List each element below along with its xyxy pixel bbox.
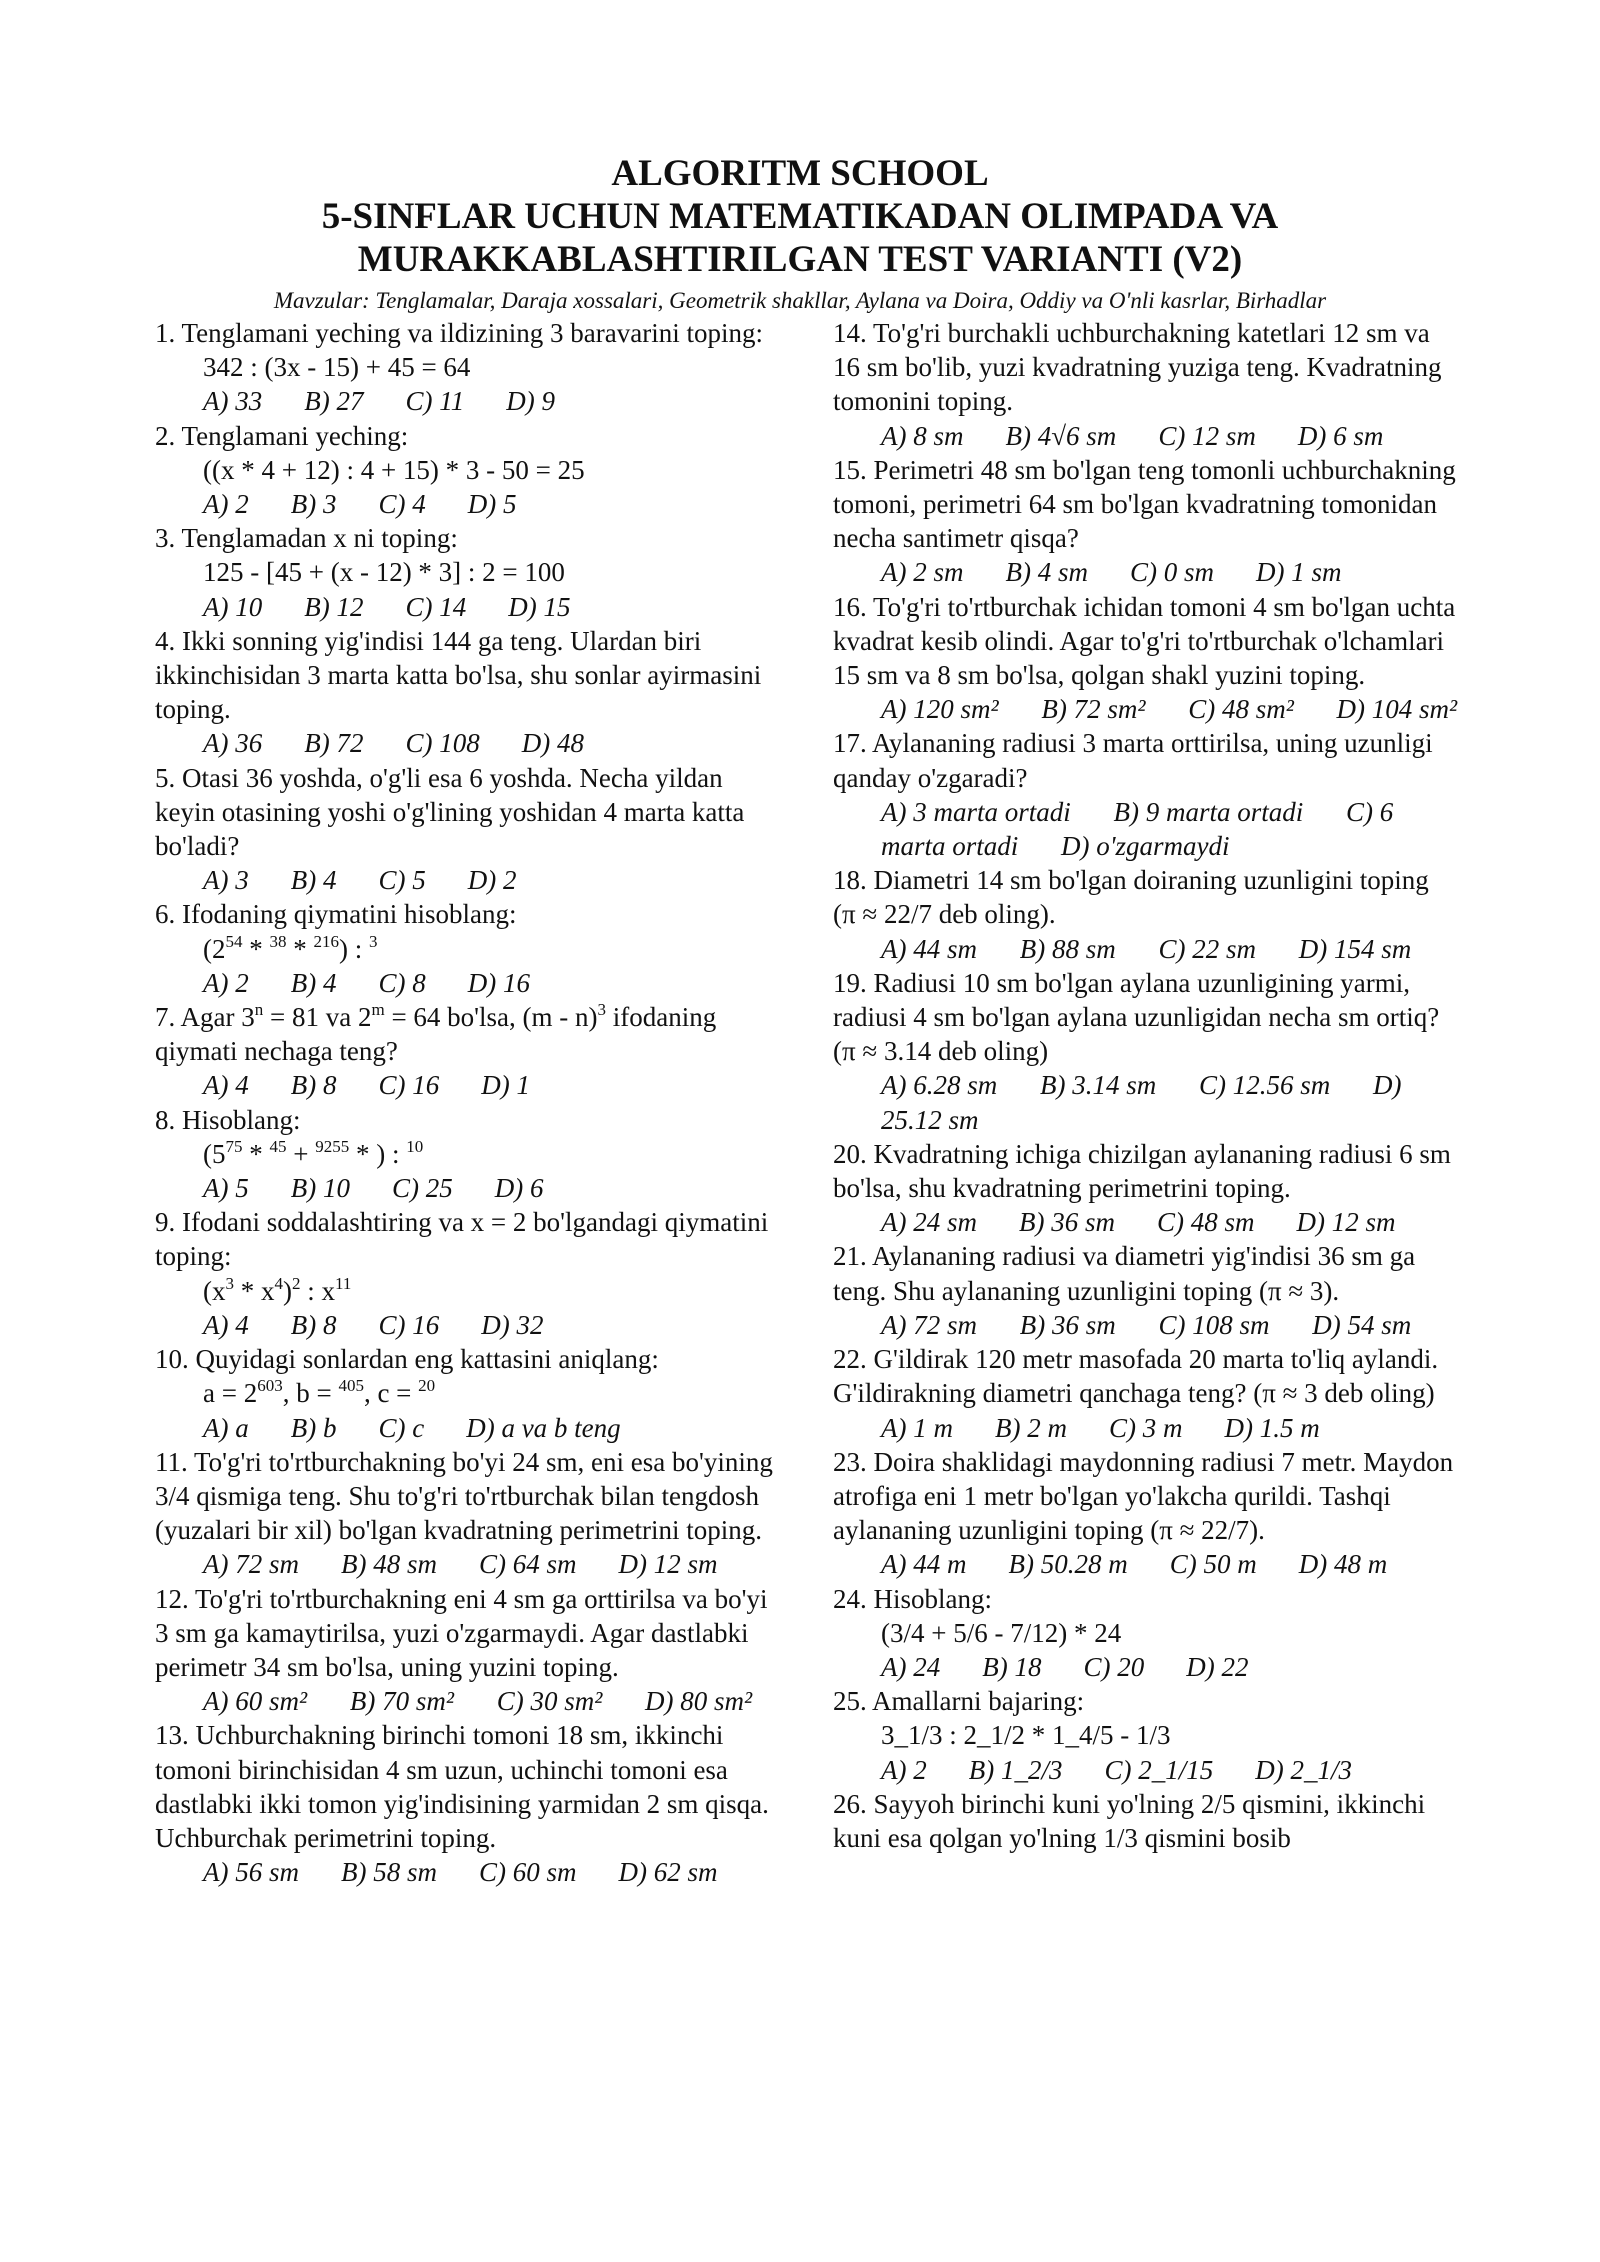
- answer-options: [155, 590, 785, 624]
- option-b[interactable]: B) 36 sm: [1019, 1309, 1116, 1340]
- option-b[interactable]: B) 12: [304, 591, 364, 622]
- eq-part: * x: [234, 1275, 275, 1306]
- option-a[interactable]: A) 6.28 sm: [881, 1070, 998, 1101]
- question-18: [833, 863, 1458, 966]
- eq-part: (x: [203, 1275, 226, 1306]
- option-a[interactable]: A) 5: [203, 1173, 249, 1204]
- question-text: 5. Otasi 36 yoshda, o'g'li esa 6 yoshda. Necha yildan keyin otasining yoshi o'g'lining yoshidan 4 marta katta bo'ladi?: [155, 762, 745, 862]
- option-c[interactable]: C) 12 sm: [1158, 420, 1256, 451]
- question-text: 21. Aylananing radiusi va diametri yig'indisi 36 sm ga teng. Shu aylananing uzunligini toping (π ≈ 3).: [833, 1241, 1416, 1306]
- eq-part: (2: [203, 933, 226, 964]
- option-c[interactable]: C) 16: [378, 1070, 440, 1101]
- answer-options: [155, 1308, 785, 1342]
- option-b[interactable]: B) 36 sm: [1019, 1207, 1115, 1238]
- option-c[interactable]: C) 108: [405, 728, 480, 759]
- text-part: = 81 va 2: [263, 1002, 372, 1033]
- exponent: 20: [418, 1376, 436, 1396]
- question-text: 12. To'g'ri to'rtburchakning eni 4 sm ga orttirilsa va bo'yi 3 sm ga kamaytirilsa, yuzi o'zgarmaydi. Agar dastlabki perimetr 34 sm bo'lsa, uning yuzini toping.: [155, 1583, 768, 1682]
- eq-part: * ) :: [349, 1138, 407, 1169]
- option-d[interactable]: D) 62 sm: [618, 1857, 718, 1888]
- option-b[interactable]: B) 2 m: [994, 1412, 1067, 1443]
- option-a[interactable]: A) 3 marta ortadi: [881, 796, 1071, 827]
- question-8: [155, 1103, 785, 1206]
- school-title: ALGORITM SCHOOL: [611, 153, 989, 194]
- question-text: 14. To'g'ri burchakli uchburchakning katetlari 12 sm va 16 sm bo'lib, yuzi kvadratning yuziga teng. Kvadratning tomonini toping.: [833, 318, 1442, 417]
- answer-options: [155, 1547, 785, 1581]
- option-d[interactable]: D) 1.5 m: [1224, 1412, 1320, 1443]
- exponent: 54: [225, 931, 243, 951]
- option-d[interactable]: D) 25.12 sm: [881, 1070, 1402, 1135]
- exponent: 2: [292, 1273, 301, 1293]
- exponent: 603: [257, 1376, 283, 1396]
- option-b[interactable]: B) 88 sm: [1019, 933, 1116, 964]
- option-a[interactable]: A) 3: [203, 865, 249, 896]
- eq-part: *: [286, 933, 314, 964]
- option-b[interactable]: B) 4 sm: [1005, 557, 1088, 588]
- question-text: 22. G'ildirak 120 metr masofada 20 marta to'liq aylandi. G'ildirakning diametri qanchaga teng? (π ≈ 3 deb oling): [833, 1344, 1439, 1409]
- option-d[interactable]: D) 104 sm²: [1336, 694, 1458, 725]
- exponent: 4: [274, 1273, 283, 1293]
- equation: [155, 1274, 785, 1308]
- option-a[interactable]: A) 2: [203, 489, 249, 520]
- question-text: 19. Radiusi 10 sm bo'lgan aylana uzunligining yarmi, radiusi 4 sm bo'lgan aylana uzunligidan necha sm ortiq? (π ≈ 3.14 deb oling): [833, 967, 1440, 1067]
- option-a[interactable]: A) 33: [203, 386, 263, 417]
- option-b[interactable]: B) 8: [290, 1070, 337, 1101]
- question-text: 13. Uchburchakning birinchi tomoni 18 sm, ikkinchi tomoni birinchisidan 4 sm uzun, uchinchi tomoni esa dastlabki ikki tomon yig'indisining yarmidan 2 sm qisqa. Uchburchak perimetrini toping.: [155, 1720, 769, 1853]
- option-c[interactable]: C) 2_1/15: [1104, 1754, 1214, 1785]
- option-c[interactable]: C) 50 m: [1169, 1549, 1257, 1580]
- option-d[interactable]: D) 6 sm: [1297, 420, 1384, 451]
- question-text: 24. Hisoblang:: [833, 1583, 992, 1614]
- question-text: 17. Aylananing radiusi 3 marta orttirilsa, uning uzunligi qanday o'zgaradi?: [833, 728, 1433, 793]
- exponent: 10: [406, 1136, 424, 1156]
- answer-options: [833, 1650, 1458, 1684]
- exponent: 75: [225, 1136, 243, 1156]
- equation: [155, 932, 785, 966]
- question-20: [833, 1137, 1458, 1240]
- option-a[interactable]: A) 24 sm: [881, 1207, 977, 1238]
- option-a[interactable]: A) 44 sm: [881, 933, 977, 964]
- answer-options: [833, 1205, 1458, 1239]
- document-header: [150, 152, 1450, 315]
- option-c[interactable]: C) 20: [1083, 1651, 1145, 1682]
- option-b[interactable]: B) 4√6 sm: [1005, 420, 1117, 451]
- option-b[interactable]: B) 70 sm²: [349, 1686, 454, 1717]
- question-25: [833, 1684, 1458, 1787]
- option-d[interactable]: D) 80 sm²: [645, 1686, 753, 1717]
- question-10: [155, 1342, 785, 1445]
- question-17: [833, 726, 1458, 863]
- question-text: 1. Tenglamani yeching va ildizining 3 baravarini toping:: [155, 318, 763, 348]
- option-c[interactable]: C) 48 sm: [1157, 1207, 1255, 1238]
- option-a[interactable]: A) 4: [203, 1070, 249, 1101]
- answer-options: [155, 487, 785, 521]
- option-c[interactable]: C) 5: [378, 865, 426, 896]
- option-d[interactable]: D) 1 sm: [1256, 557, 1342, 588]
- question-text: 25. Amallarni bajaring:: [833, 1686, 1085, 1717]
- question-12: [155, 1582, 785, 1719]
- option-b[interactable]: B) 50.28 m: [1008, 1549, 1128, 1580]
- option-c[interactable]: C) 3 m: [1108, 1412, 1183, 1443]
- option-c[interactable]: C) 108 sm: [1158, 1309, 1270, 1340]
- option-d[interactable]: D) 48: [521, 728, 584, 759]
- exponent: 3: [225, 1273, 234, 1293]
- option-a[interactable]: A) 2 sm: [881, 557, 964, 588]
- answer-options: [833, 1308, 1458, 1342]
- option-b[interactable]: B) 3: [290, 489, 337, 520]
- option-b[interactable]: B) 9 marta ortadi: [1113, 796, 1304, 827]
- exponent: 9255: [315, 1136, 350, 1156]
- eq-part: a = 2: [203, 1378, 258, 1409]
- option-b[interactable]: B) 10: [290, 1173, 350, 1204]
- test-title-line-1: 5-SINFLAR UCHUN MATEMATIKADAN OLIMPADA VA: [321, 196, 1279, 237]
- option-d[interactable]: D) 1: [481, 1070, 530, 1101]
- question-text: 8. Hisoblang:: [155, 1104, 301, 1135]
- left-column: [155, 316, 785, 1889]
- equation: 342 : (3x - 15) + 45 = 64: [203, 352, 471, 383]
- question-text: 16. To'g'ri to'rtburchak ichidan tomoni 4 sm bo'lgan uchta kvadrat kesib olindi. Agar to'g'ri to'rtburchak o'lchamlari 15 sm va 8 sm bo'lsa, qolgan shakl yuzini toping.: [833, 591, 1456, 691]
- option-a[interactable]: A) 44 m: [881, 1549, 967, 1580]
- option-d[interactable]: D) 16: [467, 967, 530, 998]
- question-3: [155, 521, 785, 624]
- eq-part: , b =: [282, 1378, 339, 1409]
- option-b[interactable]: B) 3.14 sm: [1040, 1070, 1157, 1101]
- option-d[interactable]: D) 12 sm: [618, 1549, 718, 1580]
- option-c[interactable]: C) 22 sm: [1158, 933, 1257, 964]
- option-d[interactable]: D) 32: [481, 1309, 544, 1340]
- option-d[interactable]: D) 54 sm: [1312, 1309, 1412, 1340]
- exponent: m: [371, 1000, 385, 1020]
- answer-options: [155, 1068, 785, 1102]
- question-14: [833, 316, 1458, 453]
- option-b[interactable]: B) 1_2/3: [968, 1754, 1063, 1785]
- option-a[interactable]: A) 10: [203, 591, 263, 622]
- option-d[interactable]: D) 22: [1186, 1651, 1249, 1682]
- answer-options: [155, 1171, 785, 1205]
- question-text: 11. To'g'ri to'rtburchakning bo'yi 24 sm, eni esa bo'yining 3/4 qismiga teng. Shu to'g'ri to'rtburchak bilan tengdosh (yuzalari bir xil) bo'lgan kvadratning perimetrini toping.: [155, 1446, 773, 1546]
- option-c[interactable]: C) 14: [405, 591, 467, 622]
- eq-part: (5: [203, 1138, 226, 1169]
- option-c[interactable]: C) 11: [405, 386, 465, 417]
- answer-options: [155, 966, 785, 1000]
- topics-line: Mavzular: Tenglamalar, Daraja xossalari, Geometrik shakllar, Aylana va Doira, Oddiy va O'nli kasrlar, Birhadlar: [273, 288, 1327, 313]
- answer-options: [155, 1684, 785, 1718]
- option-d[interactable]: D) 9: [506, 386, 555, 417]
- text-part: 7. Agar 3: [155, 1002, 255, 1033]
- eq-part: ): [283, 1275, 292, 1306]
- option-d[interactable]: D) 12 sm: [1296, 1207, 1396, 1238]
- question-text: 15. Perimetri 48 sm bo'lgan teng tomonli uchburchakning tomoni, perimetri 64 sm bo'lgan kvadratning tomonidan necha santimetr qisqa?: [833, 454, 1456, 554]
- equation: (3/4 + 5/6 - 7/12) * 24: [881, 1617, 1122, 1648]
- question-1: [155, 316, 785, 419]
- text-part: ifodaning qiymati nechaga teng?: [155, 1002, 717, 1067]
- option-c[interactable]: C) 6 marta ortadi: [881, 796, 1394, 862]
- option-b[interactable]: B) b: [290, 1412, 337, 1443]
- option-c[interactable]: C) 48 sm²: [1188, 694, 1294, 725]
- exponent: 3: [597, 1000, 606, 1020]
- option-c[interactable]: C) 4: [378, 489, 426, 520]
- question-text: [155, 1000, 785, 1068]
- option-a[interactable]: A) 8 sm: [881, 420, 964, 451]
- exponent: 216: [313, 931, 339, 951]
- answer-options: [833, 1068, 1458, 1136]
- answer-options: [155, 384, 785, 418]
- exponent: 3: [369, 931, 378, 951]
- question-5: [155, 761, 785, 898]
- option-b[interactable]: B) 72 sm²: [1041, 694, 1146, 725]
- option-a[interactable]: A) 56 sm: [203, 1857, 299, 1888]
- option-a[interactable]: A) 120 sm²: [881, 694, 999, 725]
- option-d[interactable]: D) 5: [467, 489, 517, 520]
- option-d[interactable]: D) 2_1/3: [1255, 1754, 1352, 1785]
- option-d[interactable]: D) o'zgarmaydi: [1061, 831, 1230, 862]
- option-a[interactable]: A) 1 m: [881, 1412, 953, 1443]
- option-b[interactable]: B) 18: [982, 1651, 1042, 1682]
- question-text: 9. Ifodani soddalashtiring va x = 2 bo'lgandagi qiymatini toping:: [155, 1207, 769, 1272]
- eq-part: +: [286, 1138, 316, 1169]
- answer-options: [155, 863, 785, 897]
- eq-part: *: [242, 933, 270, 964]
- question-19: [833, 966, 1458, 1137]
- option-b[interactable]: B) 58 sm: [341, 1857, 437, 1888]
- equation: ((x * 4 + 12) : 4 + 15) * 3 - 50 = 25: [203, 454, 585, 485]
- test-title-line-2: MURAKKABLASHTIRILGAN TEST VARIANTI (V2): [357, 239, 1243, 280]
- eq-part: ) :: [339, 933, 369, 964]
- option-a[interactable]: A) 2: [203, 967, 249, 998]
- answer-options: [155, 1855, 785, 1889]
- option-c[interactable]: C) 0 sm: [1130, 557, 1215, 588]
- exponent: 405: [338, 1376, 364, 1396]
- option-c[interactable]: C) 60 sm: [479, 1857, 577, 1888]
- question-text: 3. Tenglamadan x ni toping:: [155, 523, 458, 554]
- answer-options: [833, 555, 1458, 589]
- answer-options: [833, 932, 1458, 966]
- option-b[interactable]: B) 27: [304, 386, 364, 417]
- option-a[interactable]: A) 60 sm²: [203, 1686, 308, 1717]
- option-d[interactable]: D) 48 m: [1298, 1549, 1388, 1580]
- exponent: n: [254, 1000, 264, 1020]
- equation: [155, 1376, 785, 1410]
- option-b[interactable]: B) 4: [290, 865, 337, 896]
- question-11: [155, 1445, 785, 1582]
- question-16: [833, 590, 1458, 727]
- option-d[interactable]: D) 154 sm: [1298, 933, 1412, 964]
- question-6: [155, 897, 785, 1000]
- question-2: [155, 419, 785, 522]
- question-9: [155, 1205, 785, 1342]
- exponent: 11: [335, 1273, 352, 1293]
- answer-options: [833, 692, 1458, 726]
- option-c[interactable]: C) 16: [378, 1309, 440, 1340]
- question-23: [833, 1445, 1458, 1582]
- equation: [155, 1137, 785, 1171]
- question-text: 10. Quyidagi sonlardan eng kattasini aniqlang:: [155, 1344, 659, 1375]
- answer-options: [833, 1547, 1458, 1581]
- answer-options: [833, 1753, 1458, 1787]
- question-text: 26. Sayyoh birinchi kuni yo'lning 2/5 qismini, ikkinchi kuni esa qolgan yo'lning 1/3 qismini bosib: [833, 1788, 1426, 1853]
- eq-part: *: [242, 1138, 270, 1169]
- option-a[interactable]: A) 72 sm: [881, 1309, 977, 1340]
- exponent: 45: [269, 1136, 287, 1156]
- question-13: [155, 1718, 785, 1889]
- option-a[interactable]: A) 24: [881, 1651, 941, 1682]
- option-a[interactable]: A) a: [203, 1412, 249, 1443]
- option-a[interactable]: A) 4: [203, 1309, 249, 1340]
- answer-options: [833, 1411, 1458, 1445]
- option-c[interactable]: C) 64 sm: [479, 1549, 577, 1580]
- option-c[interactable]: C) c: [378, 1412, 425, 1443]
- question-text: 23. Doira shaklidagi maydonning radiusi 7 metr. Maydon atrofiga eni 1 metr bo'lgan yo'lakcha qurildi. Tashqi aylananing uzunligini toping (π ≈ 22/7).: [833, 1446, 1454, 1546]
- eq-part: : x: [300, 1275, 336, 1306]
- option-b[interactable]: B) 48 sm: [341, 1549, 437, 1580]
- option-c[interactable]: C) 12.56 sm: [1199, 1070, 1331, 1101]
- equation: 3_1/3 : 2_1/2 * 1_4/5 - 1/3: [881, 1720, 1171, 1751]
- question-22: [833, 1342, 1458, 1445]
- exponent: 38: [269, 931, 287, 951]
- option-c[interactable]: C) 8: [378, 967, 426, 998]
- question-7: [155, 1000, 785, 1103]
- question-text: 20. Kvadratning ichiga chizilgan aylananing radiusi 6 sm bo'lsa, shu kvadratning perimetrini toping.: [833, 1138, 1451, 1204]
- option-a[interactable]: A) 2: [881, 1754, 927, 1785]
- question-4: [155, 624, 785, 761]
- question-text: 18. Diametri 14 sm bo'lgan doiraning uzunligini toping (π ≈ 22/7 deb oling).: [833, 865, 1429, 930]
- option-d[interactable]: D) 6: [494, 1173, 544, 1204]
- right-column: [833, 316, 1458, 1855]
- option-d[interactable]: D) 2: [467, 865, 517, 896]
- option-a[interactable]: A) 72 sm: [203, 1549, 299, 1580]
- question-text: 6. Ifodaning qiymatini hisoblang:: [155, 899, 517, 930]
- option-c[interactable]: C) 25: [391, 1173, 453, 1204]
- question-26: [833, 1787, 1458, 1855]
- question-15: [833, 453, 1458, 590]
- equation: 125 - [45 + (x - 12) * 3] : 2 = 100: [203, 557, 565, 588]
- option-c[interactable]: C) 30 sm²: [496, 1686, 603, 1717]
- option-d[interactable]: D) 15: [508, 591, 571, 622]
- answer-options: [833, 419, 1458, 453]
- answer-options: [155, 726, 785, 760]
- answer-options: [155, 1411, 785, 1445]
- question-24: [833, 1582, 1458, 1685]
- question-text: 2. Tenglamani yeching:: [155, 420, 409, 451]
- eq-part: , c =: [363, 1378, 419, 1409]
- answer-options: [833, 795, 1458, 863]
- option-b[interactable]: B) 8: [290, 1309, 337, 1340]
- text-part: = 64 bo'lsa, (m - n): [384, 1002, 598, 1033]
- question-text: 4. Ikki sonning yig'indisi 144 ga teng. Ulardan biri ikkinchisidan 3 marta katta bo'lsa, shu sonlar ayirmasini toping.: [155, 625, 762, 725]
- question-21: [833, 1239, 1458, 1342]
- option-a[interactable]: A) 36: [203, 728, 263, 759]
- option-b[interactable]: B) 4: [290, 967, 337, 998]
- option-b[interactable]: B) 72: [304, 728, 364, 759]
- option-d[interactable]: D) a va b teng: [466, 1412, 621, 1443]
